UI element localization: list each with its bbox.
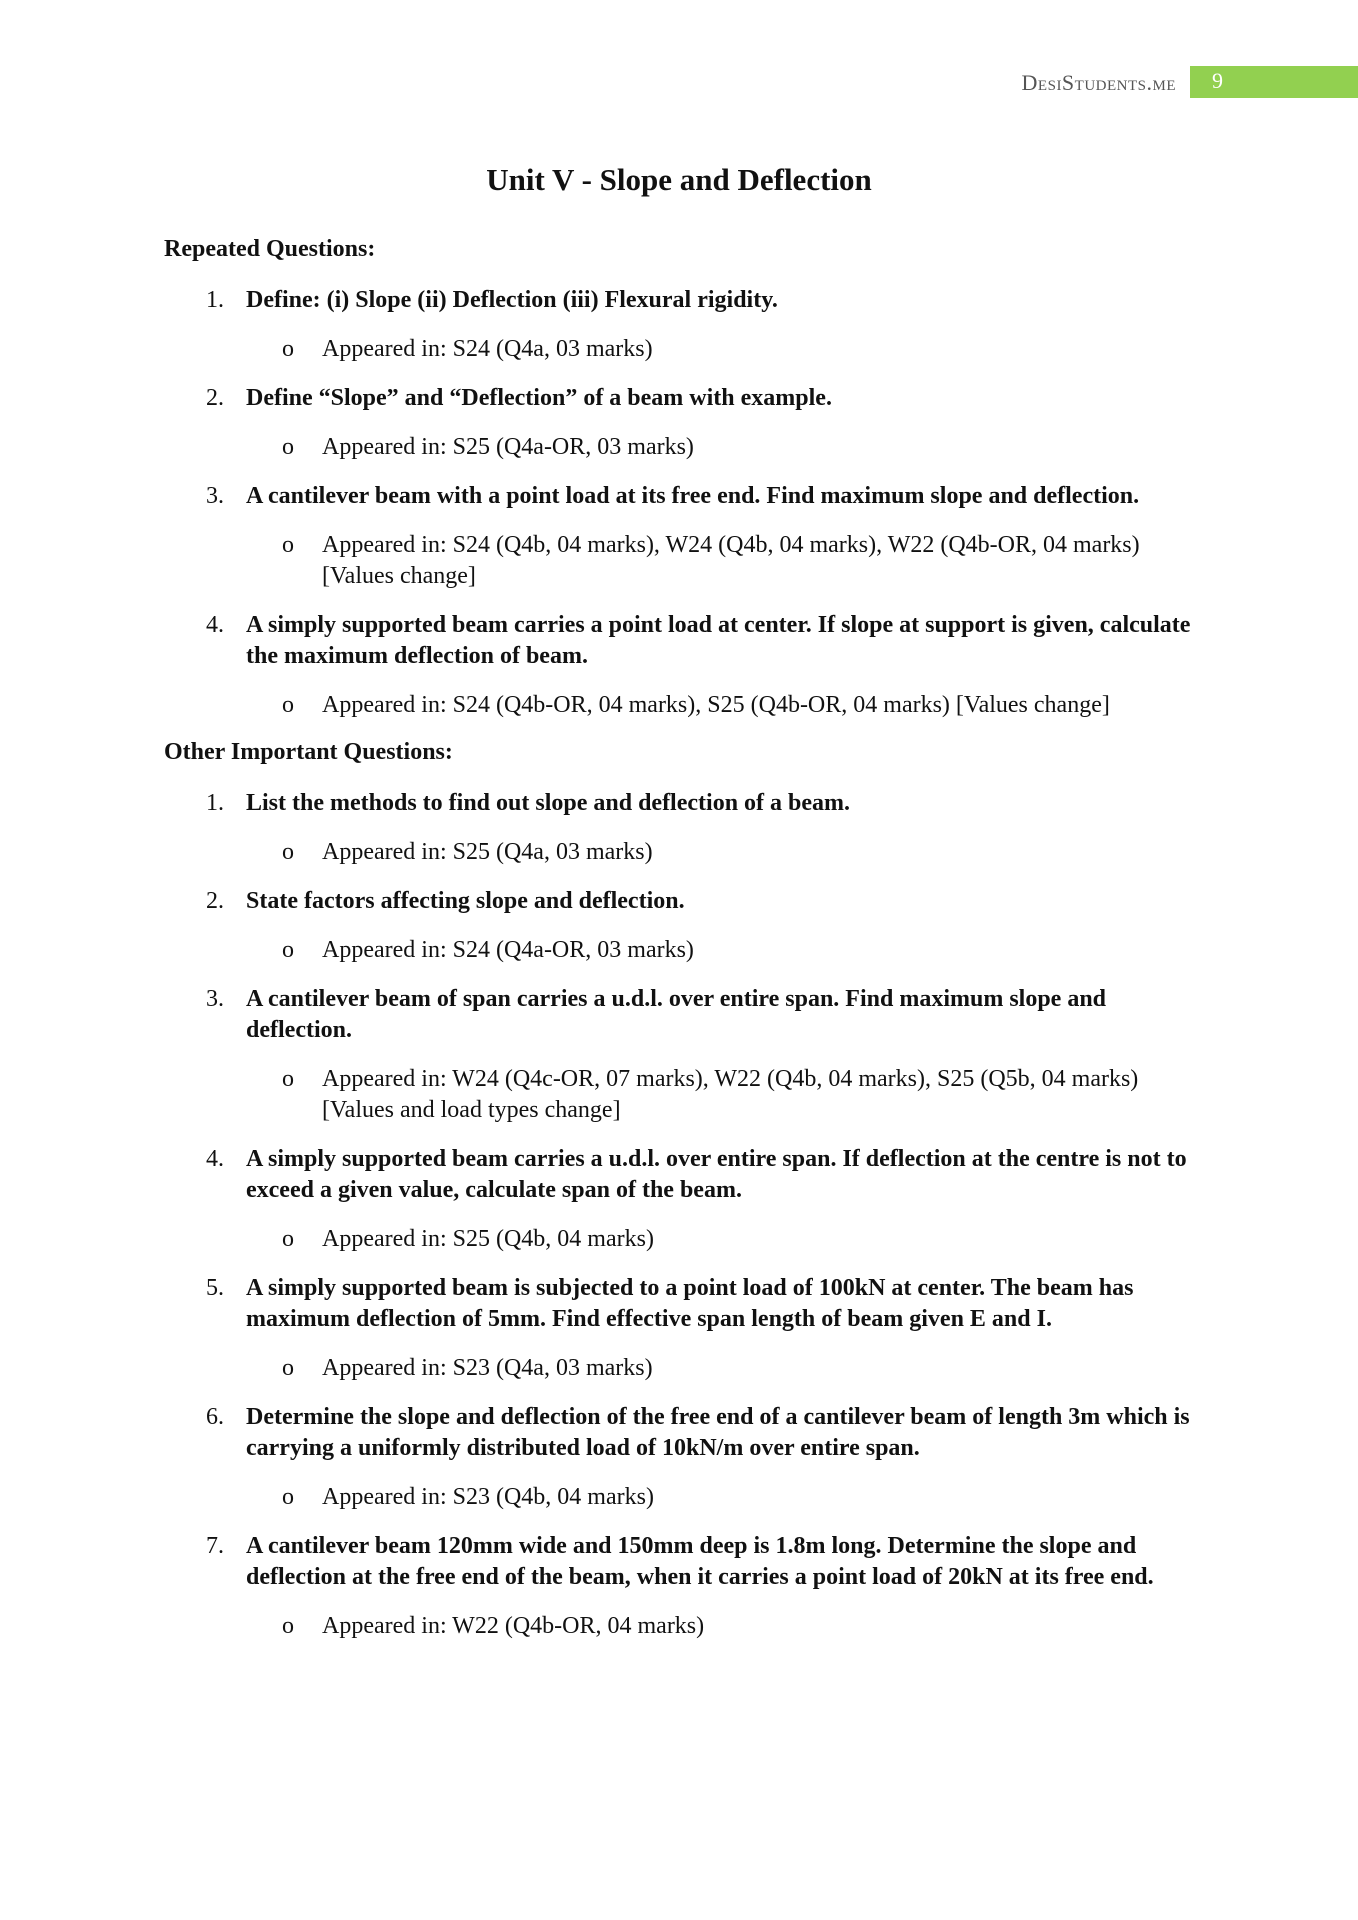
site-name: DesiStudents.me: [1021, 70, 1176, 95]
appeared-item: [164, 1611, 1204, 1642]
bullet-marker: o: [282, 1484, 294, 1510]
question-text: A cantilever beam 120mm wide and 150mm deep is 1.8m long. Determine the slope and deflection at the free end of the beam, when it carries a point load of 20kN at its free end.: [246, 1533, 1154, 1590]
appeared-item: [164, 530, 1204, 592]
appeared-text: Appeared in: S24 (Q4b, 04 marks), W24 (Q4b, 04 marks), W22 (Q4b-OR, 04 marks) [Values change]: [322, 532, 1140, 589]
bullet-marker: o: [282, 937, 294, 963]
question-text: State factors affecting slope and deflection.: [246, 888, 685, 914]
bullet-marker: o: [282, 434, 294, 460]
appeared-item: [164, 1224, 1204, 1255]
appeared-text: Appeared in: W22 (Q4b-OR, 04 marks): [322, 1613, 705, 1639]
appeared-text: Appeared in: S24 (Q4a, 03 marks): [322, 336, 653, 362]
question-text: Determine the slope and deflection of the free end of a cantilever beam of length 3m which is carrying a uniformly distributed load of 10kN/m over entire span.: [246, 1404, 1190, 1461]
question-number: 3.: [206, 986, 224, 1012]
question-number-wrap: [164, 1402, 246, 1464]
bullet-marker: o: [282, 839, 294, 865]
appeared-item: [164, 1482, 1204, 1513]
appeared-item: [164, 432, 1204, 463]
question-number-wrap: [164, 788, 246, 819]
question-number-wrap: [164, 1144, 246, 1206]
appeared-text: Appeared in: S24 (Q4a-OR, 03 marks): [322, 937, 694, 963]
appeared-text: Appeared in: S25 (Q4b, 04 marks): [322, 1226, 654, 1252]
question-number: 2.: [206, 385, 224, 411]
question-text: A simply supported beam carries a point load at center. If slope at support is given, calculate the maximum deflection of beam.: [246, 612, 1191, 669]
question-number-wrap: [164, 1273, 246, 1335]
bullet-marker: o: [282, 692, 294, 718]
content: [164, 236, 1204, 1660]
question-text: A simply supported beam is subjected to a point load of 100kN at center. The beam has maximum deflection of 5mm. Find effective span length of beam given E and I.: [246, 1275, 1134, 1332]
appeared-text: Appeared in: S23 (Q4a, 03 marks): [322, 1355, 653, 1381]
question-item: [164, 1144, 1204, 1206]
question-item: [164, 1402, 1204, 1464]
question-item: [164, 1273, 1204, 1335]
question-text: Define “Slope” and “Deflection” of a beam with example.: [246, 385, 832, 411]
bullet-marker: o: [282, 1066, 294, 1092]
question-text: Define: (i) Slope (ii) Deflection (iii) Flexural rigidity.: [246, 287, 778, 313]
bullet-marker: o: [282, 336, 294, 362]
question-item: [164, 1531, 1204, 1593]
appeared-text: Appeared in: S23 (Q4b, 04 marks): [322, 1484, 654, 1510]
appeared-item: [164, 690, 1204, 721]
question-text: A cantilever beam of span carries a u.d.l. over entire span. Find maximum slope and deflection.: [246, 986, 1107, 1043]
question-item: [164, 383, 1204, 414]
appeared-text: Appeared in: W24 (Q4c-OR, 07 marks), W22 (Q4b, 04 marks), S25 (Q5b, 04 marks) [Values and load types change]: [322, 1066, 1139, 1123]
question-number: 6.: [206, 1404, 224, 1430]
page-number: 9: [1190, 66, 1358, 98]
question-number: 2.: [206, 888, 224, 914]
question-number: 4.: [206, 612, 224, 638]
question-number-wrap: [164, 383, 246, 414]
appeared-item: [164, 1064, 1204, 1126]
repeated-heading: Repeated Questions:: [164, 236, 376, 262]
question-number-wrap: [164, 481, 246, 512]
appeared-text: Appeared in: S25 (Q4a, 03 marks): [322, 839, 653, 865]
appeared-text: Appeared in: S25 (Q4a-OR, 03 marks): [322, 434, 694, 460]
question-item: [164, 886, 1204, 917]
appeared-item: [164, 837, 1204, 868]
question-number-wrap: [164, 886, 246, 917]
bullet-marker: o: [282, 1355, 294, 1381]
question-text: List the methods to find out slope and deflection of a beam.: [246, 790, 851, 816]
question-item: [164, 984, 1204, 1046]
repeated-questions-list: [164, 285, 1204, 721]
question-item: [164, 788, 1204, 819]
bullet-marker: o: [282, 532, 294, 558]
question-item: [164, 481, 1204, 512]
question-number: 1.: [206, 790, 224, 816]
question-number-wrap: [164, 1531, 246, 1593]
question-number: 5.: [206, 1275, 224, 1301]
question-number-wrap: [164, 285, 246, 316]
question-item: [164, 285, 1204, 316]
appeared-item: [164, 334, 1204, 365]
question-number: 4.: [206, 1146, 224, 1172]
appeared-text: Appeared in: S24 (Q4b-OR, 04 marks), S25 (Q4b-OR, 04 marks) [Values change]: [322, 692, 1110, 718]
question-number: 1.: [206, 287, 224, 313]
question-text: A cantilever beam with a point load at its free end. Find maximum slope and deflection.: [246, 483, 1140, 509]
question-item: [164, 610, 1204, 672]
other-questions-list: [164, 788, 1204, 1642]
page-title: Unit V - Slope and Deflection: [486, 162, 872, 197]
appeared-item: [164, 1353, 1204, 1384]
appeared-item: [164, 935, 1204, 966]
question-number-wrap: [164, 984, 246, 1046]
question-number: 7.: [206, 1533, 224, 1559]
bullet-marker: o: [282, 1613, 294, 1639]
question-number-wrap: [164, 610, 246, 672]
other-heading: Other Important Questions:: [164, 739, 453, 765]
bullet-marker: o: [282, 1226, 294, 1252]
question-text: A simply supported beam carries a u.d.l. over entire span. If deflection at the centre is not to exceed a given value, calculate span of the beam.: [246, 1146, 1187, 1203]
question-number: 3.: [206, 483, 224, 509]
page-header: [1022, 66, 1358, 98]
